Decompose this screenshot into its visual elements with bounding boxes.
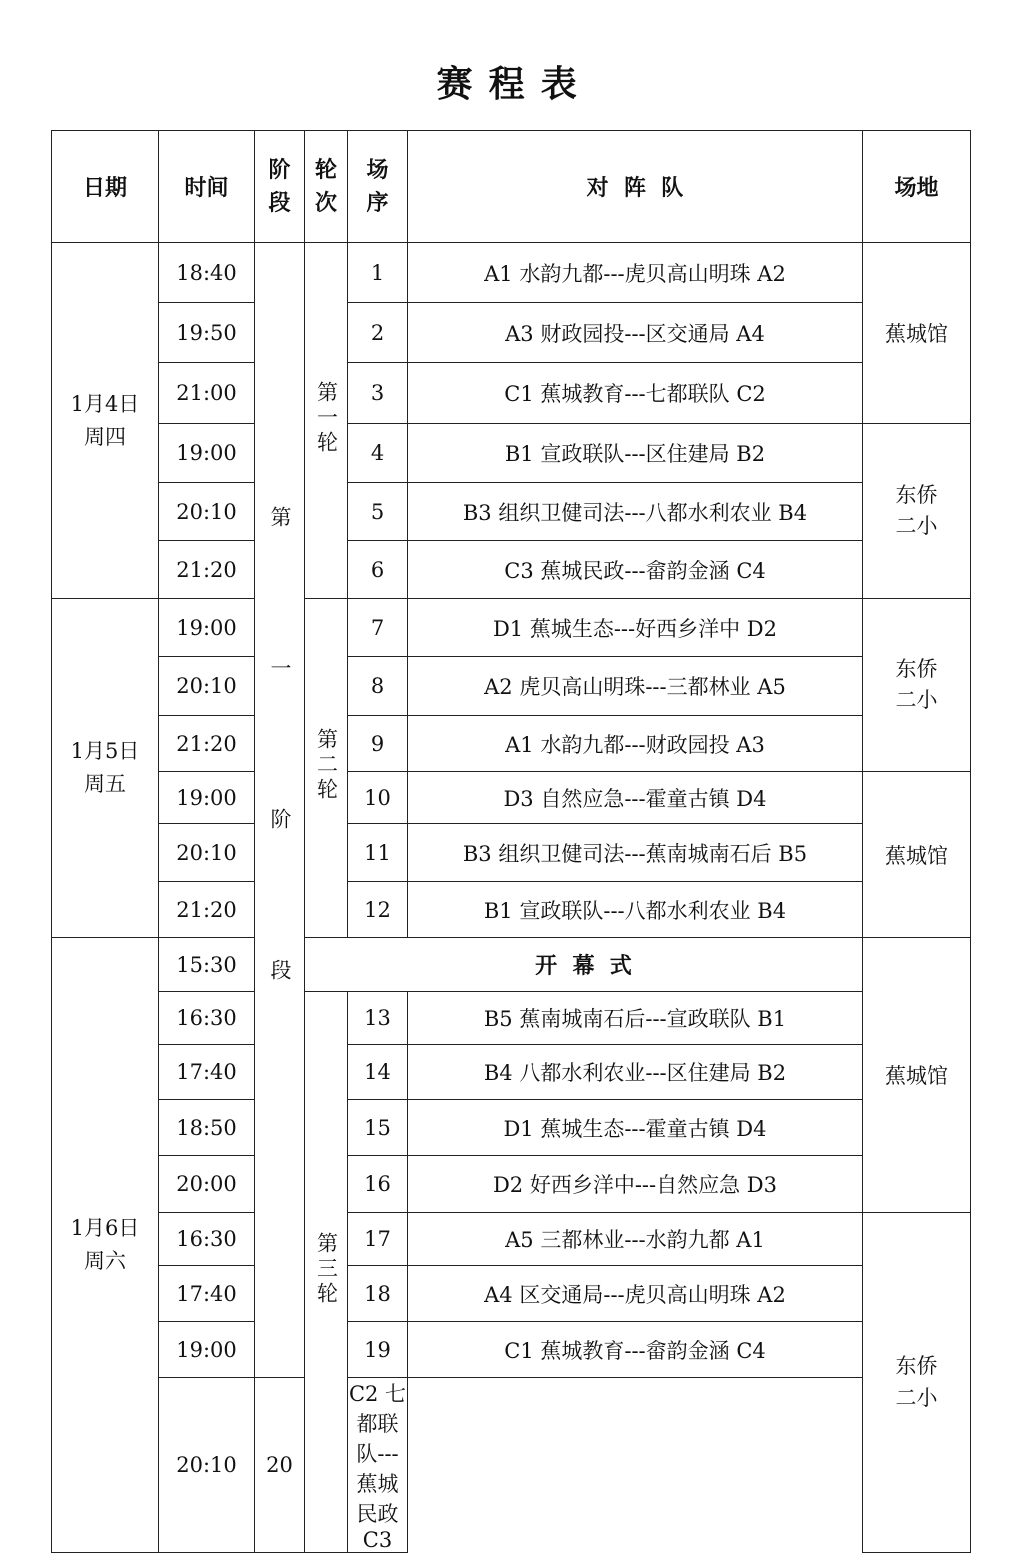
order-cell: 5	[348, 483, 408, 541]
order-cell: 19	[348, 1322, 408, 1378]
table-row	[52, 772, 971, 824]
round-cell	[305, 599, 348, 938]
matchup-cell: B3 组织卫健司法---蕉南城南石后 B5	[408, 824, 863, 882]
weekday-label: 周五	[84, 772, 126, 796]
order-cell: 14	[348, 1045, 408, 1100]
time-cell: 17:40	[159, 1045, 255, 1100]
stage-cell	[255, 243, 305, 1378]
weekday-label: 周四	[84, 424, 126, 449]
time-cell: 18:40	[159, 243, 255, 303]
header-round-1: 轮	[314, 157, 337, 183]
order-cell: 15	[348, 1100, 408, 1156]
time-cell: 17:40	[159, 1266, 255, 1322]
order-cell: 20	[255, 1378, 305, 1553]
round-label: 第一轮	[314, 380, 339, 456]
time-cell: 20:10	[159, 657, 255, 716]
header-stage-2: 段	[268, 190, 291, 216]
table-row	[52, 303, 971, 363]
header-date: 日期	[52, 131, 159, 243]
round-label: 第二轮	[314, 728, 339, 803]
matchup-cell: B1 宣政联队---区住建局 B2	[408, 424, 863, 483]
date-cell	[52, 938, 159, 1553]
time-cell: 21:20	[159, 716, 255, 772]
matchup-cell: A5 三都林业---水韵九都 A1	[408, 1213, 863, 1266]
round-cell	[305, 992, 348, 1553]
order-cell: 9	[348, 716, 408, 772]
time-cell: 16:30	[159, 992, 255, 1045]
matchup-cell: C2 七都联队---蕉城民政 C3	[348, 1378, 408, 1553]
table-row	[52, 1156, 971, 1213]
matchup-cell: C1 蕉城教育---畲韵金涵 C4	[408, 1322, 863, 1378]
time-cell: 20:10	[159, 483, 255, 541]
matchup-cell: B4 八都水利农业---区住建局 B2	[408, 1045, 863, 1100]
header-round-2: 次	[314, 190, 337, 216]
table-row	[52, 1322, 971, 1378]
order-cell: 16	[348, 1156, 408, 1213]
venue-cell	[863, 1213, 971, 1553]
table-row	[52, 541, 971, 599]
table-row	[52, 424, 971, 483]
matchup-cell: D3 自然应急---霍童古镇 D4	[408, 772, 863, 824]
matchup-cell: A2 虎贝高山明珠---三都林业 A5	[408, 657, 863, 716]
order-cell: 18	[348, 1266, 408, 1322]
matchup-cell: C1 蕉城教育---七都联队 C2	[408, 363, 863, 424]
matchup-cell: B3 组织卫健司法---八都水利农业 B4	[408, 483, 863, 541]
date-label: 1月5日	[70, 739, 140, 764]
time-cell: 19:00	[159, 599, 255, 657]
venue-line-1: 东侨	[895, 1354, 938, 1378]
date-cell	[52, 599, 159, 938]
time-cell: 19:00	[159, 424, 255, 483]
header-row	[52, 131, 971, 243]
schedule-table	[51, 130, 971, 1553]
venue-line-2: 二小	[895, 514, 938, 538]
order-cell: 11	[348, 824, 408, 882]
time-cell: 20:10	[159, 824, 255, 882]
order-cell: 3	[348, 363, 408, 424]
time-cell: 18:50	[159, 1100, 255, 1156]
table-row	[52, 938, 971, 992]
date-label: 1月4日	[70, 391, 140, 416]
venue-cell	[863, 424, 971, 599]
order-cell: 17	[348, 1213, 408, 1266]
matchup-cell: D2 好西乡洋中---自然应急 D3	[408, 1156, 863, 1213]
time-cell: 15:30	[159, 938, 255, 992]
matchup-cell: A3 财政园投---区交通局 A4	[408, 303, 863, 363]
matchup-cell: D1 蕉城生态---好西乡洋中 D2	[408, 599, 863, 657]
header-round	[305, 131, 348, 243]
matchup-cell: A1 水韵九都---财政园投 A3	[408, 716, 863, 772]
date-cell	[52, 243, 159, 599]
order-cell: 1	[348, 243, 408, 303]
table-row	[52, 1100, 971, 1156]
header-order	[348, 131, 408, 243]
order-cell: 7	[348, 599, 408, 657]
header-venue: 场地	[863, 131, 971, 243]
venue-line-2: 二小	[895, 1385, 938, 1410]
table-row	[52, 243, 971, 303]
venue-cell: 蕉城馆	[863, 938, 971, 1213]
order-cell: 12	[348, 882, 408, 938]
order-cell: 2	[348, 303, 408, 363]
time-cell: 20:10	[159, 1378, 255, 1553]
table-row	[52, 824, 971, 882]
venue-cell: 蕉城馆	[863, 243, 971, 424]
venue-cell	[863, 599, 971, 772]
matchup-cell: C3 蕉城民政---畲韵金涵 C4	[408, 541, 863, 599]
time-cell: 21:20	[159, 882, 255, 938]
matchup-cell: B5 蕉南城南石后---宣政联队 B1	[408, 992, 863, 1045]
table-row	[52, 1045, 971, 1100]
venue-line-1: 东侨	[895, 482, 938, 507]
venue-cell: 蕉城馆	[863, 772, 971, 938]
matchup-cell: B1 宣政联队---八都水利农业 B4	[408, 882, 863, 938]
time-cell: 20:00	[159, 1156, 255, 1213]
header-time: 时间	[159, 131, 255, 243]
header-stage	[255, 131, 305, 243]
table-row	[52, 882, 971, 938]
order-cell: 8	[348, 657, 408, 716]
round-cell	[305, 243, 348, 599]
matchup-cell: A4 区交通局---虎贝高山明珠 A2	[408, 1266, 863, 1322]
table-row	[52, 599, 971, 657]
matchup-cell: A1 水韵九都---虎贝高山明珠 A2	[408, 243, 863, 303]
table-row	[52, 483, 971, 541]
table-row	[52, 992, 971, 1045]
weekday-label: 周六	[84, 1249, 126, 1273]
time-cell: 21:20	[159, 541, 255, 599]
date-label: 1月6日	[70, 1216, 140, 1241]
header-matchup: 对 阵 队	[408, 131, 863, 243]
opening-ceremony: 开 幕 式	[305, 938, 863, 992]
header-order-1: 场	[366, 157, 389, 183]
order-cell: 4	[348, 424, 408, 483]
header-order-2: 序	[366, 190, 389, 216]
page-title: 赛 程 表	[436, 64, 579, 105]
order-cell: 6	[348, 541, 408, 599]
table-row	[52, 363, 971, 424]
time-cell: 16:30	[159, 1213, 255, 1266]
time-cell: 19:00	[159, 1322, 255, 1378]
order-cell: 10	[348, 772, 408, 824]
time-cell: 21:00	[159, 363, 255, 424]
table-row	[52, 1266, 971, 1322]
table-row	[52, 716, 971, 772]
order-cell: 13	[348, 992, 408, 1045]
venue-line-1: 东侨	[895, 656, 938, 681]
time-cell: 19:00	[159, 772, 255, 824]
venue-line-2: 二小	[895, 688, 938, 712]
round-label: 第三轮	[314, 1232, 339, 1307]
header-stage-1: 阶	[268, 157, 291, 183]
table-row	[52, 1378, 971, 1553]
stage-label: 第一阶段	[268, 505, 292, 1110]
matchup-cell: D1 蕉城生态---霍童古镇 D4	[408, 1100, 863, 1156]
table-row	[52, 1213, 971, 1266]
time-cell: 19:50	[159, 303, 255, 363]
table-row	[52, 657, 971, 716]
